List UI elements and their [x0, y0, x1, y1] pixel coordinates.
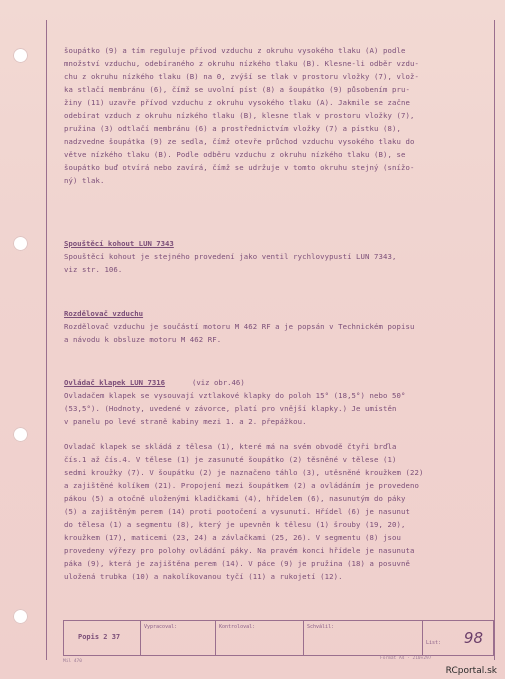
- title-block-approved-cell: [304, 621, 423, 655]
- prepared-by-label: Vypracoval:: [144, 624, 178, 630]
- heading-text: Ovládač klapek LUN 7316: [64, 378, 166, 387]
- punch-hole: [13, 427, 28, 442]
- paragraph-flap-controller-parts: Ovladač klapek se skládá z tělesa (1), které má na svém obvodě čtyři brďla čís.1 až čís.4. V tělese (1) je zasunuté šoupátko (2) těsněné v tělese (1) sedmi kroužky (7). V šoupátku (2) je naznačeno táhlo (3), utěsněné kroužkem (22) a zajištěné kolíkem (21). Propojení mezi šoupátkem (2) a ovládáním je provedeno pákou (5) a otočně uloženými kladičkami (4), hřídelem (6), nasunutým do páky (5) a zajištěným perem (14) proti pootočení a vysunutí. Hřídel (6) je nasunut do tělesa (1) a segmentu (8), který je upevněn k tělesu (1) šrouby (19, 20), kroužkem (17), maticemi (23, 24) a závlačkami (25, 26). V segmentu (8) jsou provedeny výřezy pro polohy ovládání páky. Na pravém konci hřídele je nasunuta páka (9), která je zajištěna perem (14). V páce (9) je pružina (18) a posuvně uložená trubka (10) a nakolíkovanou tyčí (11) a rukojetí (12).: [64, 442, 424, 581]
- section-heading-start-valve: Spouštěcí kohout LUN 7343: [64, 239, 174, 248]
- punch-hole: [13, 609, 28, 624]
- site-watermark: RCportal.sk: [445, 666, 497, 676]
- title-block-sheet-cell: [423, 621, 493, 655]
- approved-by-label: Schválil:: [307, 624, 335, 630]
- title-block-ref-cell: [64, 621, 141, 655]
- page-number: 98: [463, 629, 483, 647]
- paragraph-reducer-description: šoupátko (9) a tím reguluje přívod vzduchu z okruhu vysokého tlaku (A) podle množství vzduchu, odebíraného z okruhu nízkého tlaku (B). Klesne-li odběr vzdu- chu z okruhu nízkého tlaku (B) na 0, zvýší se tlak v prostoru vložky (7), vlož- ka stlačí membránu (6), čímž se uvolní píst (8) a šoupátko (9) působením pru- žiny (11) uzavře přívod vzduchu z okruhu vysokého tlaku (A). Jakmile se začne odebírat vzduch z okruhu nízkého tlaku (B), klesne tlak v prostoru vložky (7), pružina (3) odtlačí membránu (6) a prostřednictvím vložky (7) a pístku (8), nadzvedne šoupátka (9) ze sedla, čímž otevře průchod vzduchu vysokého tlaku do větve nízkého tlaku (B). Podle odběru vzduchu z okruhu nízkého tlaku (B), se šoupátko buď otvírá nebo zavírá, čímž se udržuje v tomto okruhu stejný (snížo- ný) tlak.: [64, 46, 419, 185]
- page-reference: Popis 2 37: [78, 633, 121, 641]
- title-block: [63, 620, 494, 656]
- heading-figure-ref: (viz obr.46): [192, 378, 245, 387]
- paragraph-flap-controller-intro: Ovladačem klapek se vysouvají vztlakové klapky do poloh 15° (18,5°) nebo 50° (53,5°). (Hodnoty, uvedené v závorce, platí pro vnější klapky.) Je umístěn v panelu po levé straně kabiny mezi 1. a 2. přepážkou.: [64, 391, 406, 426]
- checked-by-label: Kontroloval:: [219, 624, 256, 630]
- form-code: Mil 470: [63, 659, 82, 664]
- section-heading-flap-controller: [64, 378, 165, 387]
- punch-hole: [13, 48, 28, 63]
- sheet-label: List:: [426, 640, 442, 646]
- title-block-checked-cell: [216, 621, 304, 655]
- section-heading-air-distributor: Rozdělovač vzduchu: [64, 309, 144, 318]
- punch-hole: [13, 236, 28, 251]
- title-block-prepared-cell: [141, 621, 216, 655]
- paragraph-start-valve: Spouštěcí kohout je stejného provedení jako ventil rychlovypustí LUN 7343, viz str. 106.: [64, 252, 397, 274]
- paragraph-air-distributor: Rozdělovač vzduchu je součástí motoru M 462 RF a je popsán v Technickém popisu a návodu k obsluze motoru M 462 RF.: [64, 322, 415, 344]
- format-note: Formát A4 · 210×297: [380, 656, 432, 661]
